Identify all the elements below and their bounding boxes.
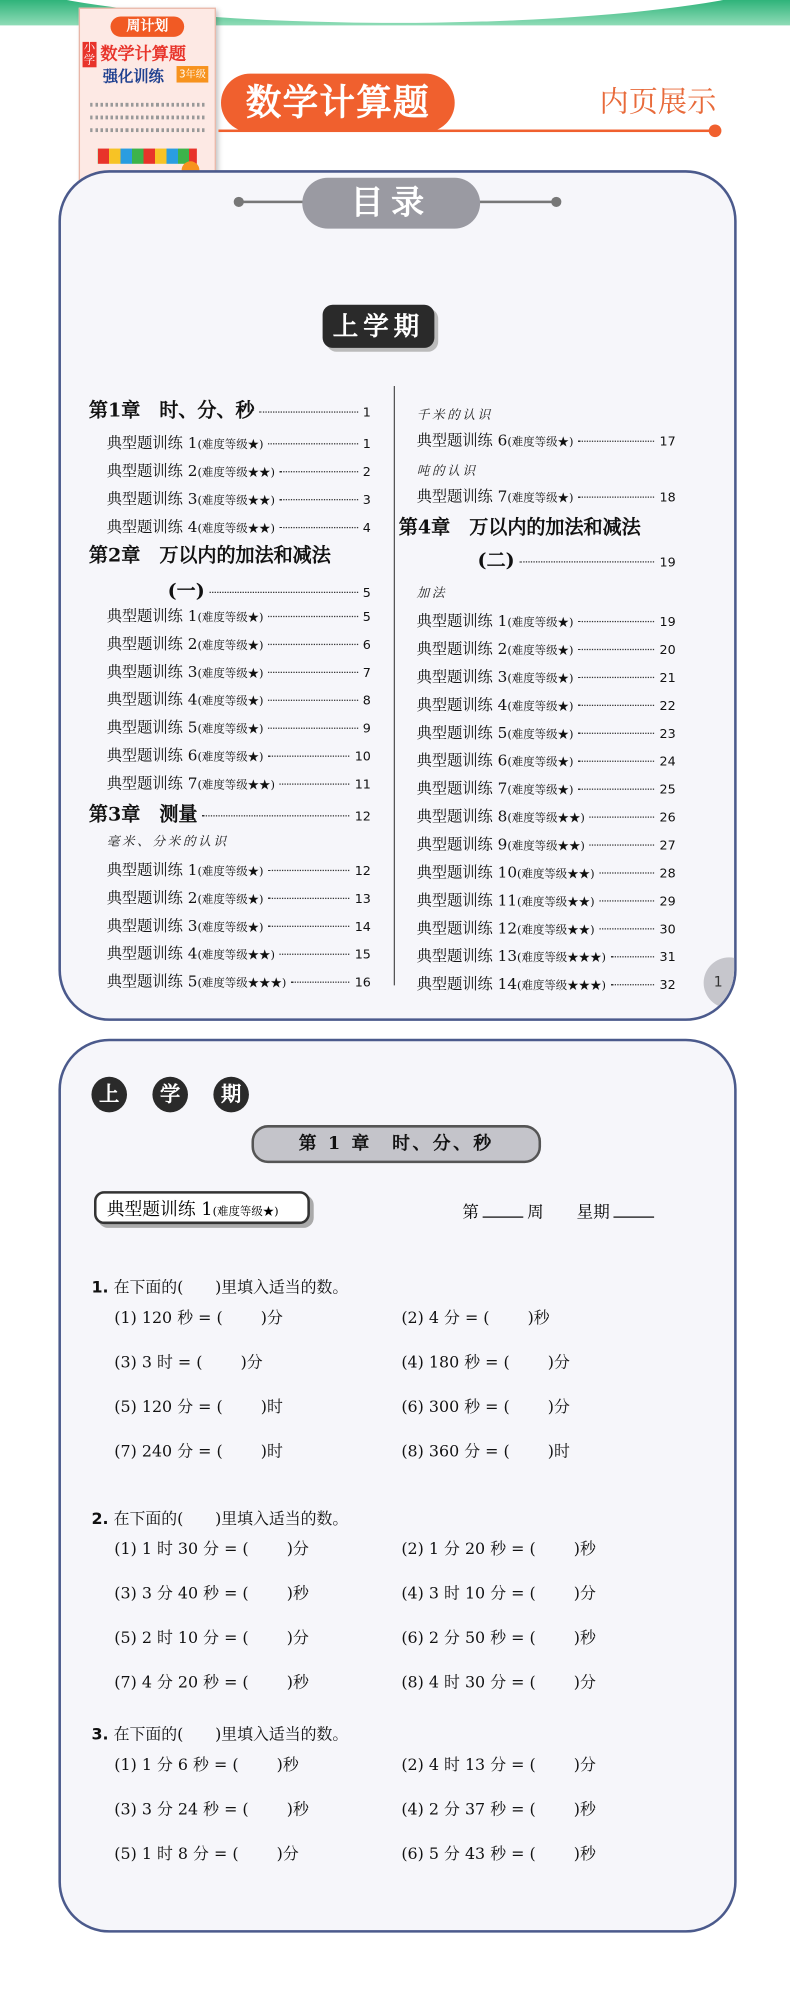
exercise-item-text: (2) 4 分 = ( (401, 1307, 490, 1327)
toc-entry-label: 典型题训练 6 (106, 746, 198, 765)
exercise-item-unit: )时 (260, 1396, 283, 1416)
toc-page-number: 21 (659, 671, 676, 686)
training-difficulty: (难度等级★) (212, 1206, 279, 1220)
toc-entry-label: 典型题训练 2 (416, 639, 508, 658)
toc-leader-dots (269, 672, 358, 673)
toc-page-number: 13 (354, 892, 371, 907)
toc-page-number: 17 (659, 435, 676, 450)
toc-entry-row[interactable] (417, 945, 676, 967)
toc-chapter-label: 第4章 万以内的加法和减法 (398, 515, 641, 539)
toc-entry-difficulty: (难度等级★) (507, 672, 574, 686)
toc-leader-dots (291, 982, 349, 983)
exercise-item-unit: )秒 (286, 1672, 309, 1692)
question-text: 在下面的( )里填入适当的数。 (113, 1277, 349, 1297)
toc-page-number: 16 (354, 976, 371, 991)
exercise-item-text: (5) 1 时 8 分 = ( (114, 1843, 239, 1863)
exercise-item-text: (2) 1 分 20 秒 = ( (401, 1538, 536, 1559)
toc-page-number: 23 (659, 727, 676, 742)
toc-entry-row[interactable] (417, 973, 676, 995)
toc-entry-label: 典型题训练 3 (106, 916, 198, 935)
exercise-item (114, 1797, 309, 1820)
week-number-blank[interactable] (483, 1216, 524, 1217)
exercise-item (401, 1305, 549, 1328)
toc-entry-row[interactable] (417, 610, 676, 632)
toc-leader-dots (611, 984, 654, 985)
toc-entry-label: 典型题训练 5 (106, 718, 198, 737)
toc-entry-row[interactable] (107, 744, 371, 766)
toc-entry-label: 典型题训练 1 (106, 606, 198, 625)
exercise-item-text: (4) 180 秒 = ( (401, 1352, 510, 1372)
toc-page-number: 31 (659, 951, 676, 966)
toc-leader-dots (269, 700, 358, 701)
toc-page-number: 12 (354, 810, 371, 825)
toc-entry-row[interactable] (417, 665, 676, 687)
exercise-item (114, 1350, 262, 1373)
toc-entry-row[interactable] (417, 637, 676, 659)
toc-entry-label: 典型题训练 3 (416, 667, 508, 686)
toc-leader-dots (579, 621, 655, 622)
exercise-item-unit: )分 (547, 1396, 570, 1416)
toc-entry-row[interactable] (417, 429, 676, 451)
cover-text-line (90, 103, 204, 107)
toc-entry-label: 典型题训练 4 (416, 695, 508, 714)
toc-entry-row[interactable] (107, 858, 371, 880)
toc-entry-row[interactable] (417, 917, 676, 939)
toc-page-number: 4 (362, 521, 371, 536)
header-underline (218, 130, 716, 133)
training-title: 典型题训练 1 (106, 1199, 213, 1221)
toc-entry-row[interactable] (107, 632, 371, 654)
toc-chapter-row[interactable] (89, 800, 371, 827)
toc-page-number: 22 (659, 699, 676, 714)
toc-leader-dots (210, 592, 358, 593)
toc-entry-difficulty: (难度等级★) (197, 921, 264, 935)
toc-entry-label: 典型题训练 7 (416, 487, 508, 506)
toc-entry-label: 典型题训练 4 (106, 518, 198, 536)
toc-entry-difficulty: (难度等级★★★) (517, 952, 606, 966)
toc-entry-row[interactable] (417, 693, 676, 715)
toc-leader-dots (600, 928, 655, 929)
toc-entry-difficulty: (难度等级★★) (517, 896, 595, 910)
toc-entry-label: 典型题训练 3 (106, 662, 198, 681)
toc-page-number: 18 (659, 491, 676, 506)
exercise-item-text: (8) 4 时 30 分 = ( (401, 1672, 536, 1692)
toc-entry-difficulty: (难度等级★★) (507, 812, 585, 826)
toc-term-label: 上学期 (323, 305, 435, 348)
toc-leader-dots (600, 872, 655, 873)
toc-entry-difficulty: (难度等级★) (197, 751, 264, 765)
toc-page-number: 19 (659, 615, 676, 630)
exercise-item-unit: )秒 (527, 1307, 550, 1327)
toc-leader-dots (203, 815, 350, 816)
toc-entry-difficulty: (难度等级★) (197, 639, 264, 653)
toc-leader-dots (269, 616, 358, 617)
toc-entry-row[interactable] (107, 432, 371, 454)
toc-entry-difficulty: (难度等级★★) (197, 467, 275, 480)
exercise-item (401, 1350, 570, 1373)
toc-page-number: 26 (659, 811, 676, 826)
toc-leader-dots (269, 898, 350, 899)
cover-title-line2: 强化训练 (102, 67, 164, 86)
exercise-item-text: (6) 5 分 43 秒 = ( (401, 1843, 536, 1863)
toc-entry-label: 典型题训练 7 (416, 779, 508, 798)
exercise-item-unit: )分 (276, 1843, 299, 1863)
toc-leader-dots (590, 816, 654, 817)
exercise-item (114, 1752, 298, 1775)
toc-entry-difficulty: (难度等级★) (507, 436, 574, 450)
cover-text-line (90, 128, 204, 132)
toc-entry-difficulty: (难度等级★) (197, 612, 264, 625)
exercise-item-unit: )秒 (573, 1799, 596, 1819)
exercise-item (401, 1841, 596, 1864)
cover-color-strip (98, 149, 197, 164)
toc-entry-difficulty: (难度等级★) (507, 617, 574, 630)
exercise-item-unit: )时 (260, 1441, 283, 1461)
toc-entry-row[interactable] (107, 772, 371, 794)
toc-page-number: 15 (354, 948, 371, 963)
exercise-item-unit: )分 (260, 1307, 283, 1327)
exercise-item-text: (6) 300 秒 = ( (401, 1396, 510, 1416)
toc-entry-difficulty: (难度等级★) (197, 439, 264, 453)
exercise-item-text: (3) 3 时 = ( (114, 1352, 203, 1372)
rule-dot-icon (234, 197, 244, 207)
toc-entry-difficulty: (难度等级★★★) (517, 980, 606, 993)
toc-entry-difficulty: (难度等级★) (507, 756, 574, 770)
exercise-item-text: (5) 120 分 = ( (114, 1396, 223, 1416)
toc-entry-label: 典型题训练 2 (106, 888, 198, 907)
toc-entry-row[interactable] (417, 777, 676, 799)
toc-page-number: 1 (362, 406, 371, 421)
toc-entry-row[interactable] (417, 749, 676, 771)
exercise-item-text: (5) 2 时 10 分 = ( (114, 1627, 249, 1647)
exercise-item-text: (2) 4 时 13 分 = ( (401, 1754, 536, 1774)
toc-entry-difficulty: (难度等级★) (507, 645, 574, 658)
toc-chapter-label: (一) (167, 579, 205, 602)
exercise-item (401, 1536, 596, 1559)
exercise-item (114, 1536, 309, 1559)
toc-page-number: 7 (362, 666, 371, 681)
toc-page-number: 6 (362, 638, 371, 653)
toc-leader-dots (269, 926, 350, 927)
week-label-suffix: 周 (527, 1203, 544, 1223)
toc-leader-dots (269, 728, 358, 729)
weekday-blank[interactable] (614, 1216, 655, 1217)
exercise-item-unit: )分 (573, 1583, 596, 1603)
exercise-item-unit: )分 (286, 1538, 309, 1559)
toc-entry-row[interactable] (107, 460, 371, 482)
toc-page-number: 14 (354, 920, 371, 935)
toc-section-label: 千米的认识 (416, 408, 493, 423)
book-cover-thumbnail (79, 8, 216, 196)
toc-entry-row[interactable] (417, 805, 676, 827)
cover-title-line1: 数学计算题 (100, 44, 187, 65)
toc-entry-row[interactable] (107, 604, 371, 626)
toc-page-number: 29 (659, 895, 676, 910)
exercise-item (401, 1752, 596, 1775)
exercise-item-text: (3) 3 分 40 秒 = ( (114, 1583, 249, 1603)
question-number: 3. (91, 1724, 109, 1744)
week-record-row (462, 1199, 658, 1223)
toc-chapter-label: 第3章 测量 (88, 802, 198, 826)
exercise-item-text: (6) 2 分 50 秒 = ( (401, 1627, 536, 1647)
question-prompt (91, 1722, 348, 1745)
header-underline-dot-icon (709, 124, 722, 137)
toc-entry-difficulty: (难度等级★) (197, 723, 264, 737)
toc-entry-difficulty: (难度等级★) (507, 700, 574, 714)
toc-entry-label: 典型题训练 13 (416, 947, 518, 966)
term-char-bubble: 上 (91, 1077, 127, 1113)
toc-section-label: 毫米、分米的认识 (106, 835, 229, 850)
toc-leader-dots (269, 870, 350, 871)
toc-entry-difficulty: (难度等级★★★) (197, 977, 287, 991)
toc-leader-dots (600, 900, 655, 901)
toc-chapter-row[interactable] (89, 541, 331, 568)
toc-entry-row[interactable] (417, 861, 676, 883)
exercise-item-unit: )秒 (573, 1627, 596, 1647)
toc-leader-dots (260, 411, 358, 412)
exercise-panel (58, 1039, 736, 1933)
toc-page-number: 5 (362, 586, 371, 601)
page-number-badge: 1 (704, 957, 737, 1008)
exercise-item-text: (4) 2 分 37 秒 = ( (401, 1799, 536, 1819)
toc-page-number: 19 (659, 556, 676, 571)
toc-leader-dots (579, 496, 655, 497)
exercise-item (114, 1625, 309, 1648)
toc-entry-label: 典型题训练 8 (416, 807, 508, 826)
toc-entry-label: 典型题训练 7 (106, 774, 198, 793)
question-number: 1. (91, 1277, 109, 1297)
toc-page-number: 11 (354, 778, 371, 793)
toc-entry-label: 典型题训练 4 (106, 690, 198, 709)
exercise-item-unit: )秒 (276, 1754, 299, 1774)
toc-leader-dots (579, 441, 655, 442)
toc-entry-difficulty: (难度等级★) (507, 492, 574, 506)
toc-page-number: 9 (362, 722, 371, 737)
exercise-item (114, 1439, 283, 1462)
toc-page-number: 25 (659, 783, 676, 798)
toc-page-number: 24 (659, 755, 676, 770)
cover-grade-tag: 3年级 (177, 66, 209, 83)
question-prompt (91, 1506, 348, 1529)
toc-entry-label: 典型题训练 9 (416, 835, 508, 854)
toc-entry-label: 典型题训练 1 (106, 860, 198, 879)
toc-entry-row[interactable] (107, 688, 371, 710)
toc-leader-dots (579, 733, 655, 734)
toc-entry-row[interactable] (417, 833, 676, 855)
toc-page-number: 30 (659, 923, 676, 938)
question-number: 2. (91, 1508, 109, 1528)
toc-entry-row[interactable] (417, 485, 676, 507)
preview-label: 内页展示 (599, 86, 717, 120)
exercise-item-text: (7) 4 分 20 秒 = ( (114, 1672, 249, 1692)
exercise-item-unit: )分 (573, 1754, 596, 1774)
toc-entry-label: 典型题训练 2 (106, 462, 198, 480)
toc-entry-difficulty: (难度等级★★) (197, 523, 275, 536)
week-label-prefix: 第 (462, 1203, 479, 1223)
toc-chapter-row[interactable] (399, 513, 641, 540)
exercise-item (401, 1670, 596, 1693)
toc-page-number: 10 (354, 750, 371, 765)
toc-entry-difficulty: (难度等级★★) (197, 949, 275, 963)
exercise-item-text: (4) 3 时 10 分 = ( (401, 1583, 536, 1603)
exercise-item (114, 1305, 283, 1328)
exercise-item-text: (1) 1 分 6 秒 = ( (114, 1754, 239, 1774)
toc-leader-dots (280, 954, 350, 955)
toc-entry-row[interactable] (107, 886, 371, 908)
rule-dot-icon (551, 197, 561, 207)
toc-leader-dots (280, 471, 358, 472)
toc-entry-row[interactable] (417, 889, 676, 911)
toc-chapter-row[interactable] (89, 396, 371, 423)
exercise-item-unit: )秒 (573, 1538, 596, 1559)
toc-entry-label: 典型题训练 4 (106, 944, 198, 963)
exercise-item-unit: )秒 (286, 1583, 309, 1603)
toc-entry-row[interactable] (107, 716, 371, 738)
toc-entry-difficulty: (难度等级★) (197, 695, 264, 709)
toc-entry-difficulty: (难度等级★) (197, 667, 264, 681)
exercise-item (401, 1394, 570, 1417)
exercise-item-unit: )秒 (573, 1843, 596, 1863)
toc-entry-label: 典型题训练 5 (106, 972, 198, 991)
toc-chapter-label: 第2章 万以内的加法和减法 (88, 543, 331, 567)
toc-entry-row[interactable] (107, 516, 371, 538)
exercise-item-text: (7) 240 分 = ( (114, 1441, 223, 1461)
toc-page-number: 3 (362, 493, 371, 508)
training-title-box (94, 1191, 310, 1224)
question-text: 在下面的( )里填入适当的数。 (113, 1508, 349, 1528)
toc-section-label: 加法 (416, 586, 448, 601)
toc-page-number: 2 (362, 466, 371, 480)
toc-page-number: 32 (659, 979, 676, 993)
cover-side-label: 小学 (83, 41, 96, 68)
chapter-title-pill: 第 1 章 时、分、秒 (251, 1125, 541, 1163)
exercise-item (401, 1439, 570, 1462)
exercise-item-unit: )分 (240, 1352, 263, 1372)
toc-page-number: 1 (362, 438, 371, 453)
weekday-label: 星期 (576, 1203, 610, 1223)
toc-leader-dots (520, 561, 655, 562)
toc-entry-label: 典型题训练 6 (416, 751, 508, 770)
exercise-item (114, 1581, 309, 1604)
toc-entry-label: 典型题训练 1 (416, 612, 508, 630)
toc-entry-label: 典型题训练 14 (416, 975, 518, 993)
toc-entry-row[interactable] (107, 660, 371, 682)
exercise-item-unit: )秒 (286, 1799, 309, 1819)
toc-leader-dots (579, 649, 655, 650)
toc-page-number: 27 (659, 839, 676, 854)
toc-entry-label: 典型题训练 12 (416, 919, 518, 938)
toc-entry-label: 典型题训练 10 (416, 863, 518, 882)
exercise-item (114, 1670, 309, 1693)
toc-leader-dots (269, 756, 350, 757)
term-char-bubble: 期 (213, 1077, 249, 1113)
exercise-item-text: (3) 3 分 24 秒 = ( (114, 1799, 249, 1819)
toc-leader-dots (579, 789, 655, 790)
exercise-item (401, 1797, 596, 1820)
toc-entry-difficulty: (难度等级★★) (517, 924, 595, 938)
exercise-item (401, 1625, 596, 1648)
toc-leader-dots (280, 527, 358, 528)
exercise-item-text: (1) 1 时 30 分 = ( (114, 1538, 249, 1559)
cover-text-line (90, 116, 204, 120)
toc-leader-dots (579, 761, 655, 762)
toc-panel (58, 170, 736, 1021)
exercise-item-unit: )分 (547, 1352, 570, 1372)
toc-leader-dots (280, 783, 350, 784)
toc-entry-label: 典型题训练 11 (416, 891, 518, 910)
exercise-item-text: (8) 360 分 = ( (401, 1441, 510, 1461)
toc-entry-row[interactable] (107, 488, 371, 510)
exercise-item (401, 1581, 596, 1604)
toc-entry-difficulty: (难度等级★) (197, 866, 264, 879)
toc-leader-dots (579, 705, 655, 706)
exercise-item (114, 1841, 298, 1864)
toc-entry-difficulty: (难度等级★) (507, 784, 574, 798)
question-prompt (91, 1275, 348, 1298)
toc-leader-dots (590, 844, 654, 845)
question-text: 在下面的( )里填入适当的数。 (113, 1724, 349, 1744)
toc-entry-row[interactable] (107, 942, 371, 964)
toc-column-divider (394, 386, 395, 985)
toc-leader-dots (269, 644, 358, 645)
toc-entry-difficulty: (难度等级★★) (507, 840, 585, 854)
toc-chapter-label: (二) (477, 548, 515, 572)
toc-chapter-row[interactable] (168, 576, 371, 603)
toc-leader-dots (280, 499, 358, 500)
term-char-bubble: 学 (152, 1077, 188, 1113)
exercise-item-text: (1) 120 秒 = ( (114, 1307, 223, 1327)
toc-entry-label: 典型题训练 6 (416, 431, 508, 450)
toc-page-number: 8 (362, 694, 371, 709)
toc-chapter-row[interactable] (478, 546, 676, 573)
exercise-item-unit: )分 (286, 1627, 309, 1647)
banner-title: 数学计算题 (221, 74, 455, 132)
toc-page-number: 5 (362, 610, 371, 625)
toc-entry-label: 典型题训练 3 (106, 490, 198, 508)
toc-page-number: 20 (659, 643, 676, 658)
exercise-item-unit: )分 (573, 1672, 596, 1692)
toc-entry-label: 典型题训练 1 (106, 434, 198, 453)
toc-entry-label: 典型题训练 5 (416, 723, 508, 742)
toc-entry-difficulty: (难度等级★) (197, 893, 264, 907)
toc-entry-difficulty: (难度等级★) (507, 728, 574, 742)
toc-leader-dots (579, 677, 655, 678)
toc-entry-row[interactable] (107, 914, 371, 936)
toc-page-number: 12 (354, 864, 371, 879)
toc-entry-difficulty: (难度等级★★) (197, 779, 275, 793)
toc-section-label: 吨的认识 (416, 464, 478, 479)
toc-entry-row[interactable] (107, 970, 371, 992)
toc-title: 目录 (302, 178, 480, 229)
toc-entry-label: 典型题训练 2 (106, 634, 198, 653)
toc-chapter-label: 第1章 时、分、秒 (88, 398, 255, 422)
exercise-item-unit: )时 (547, 1441, 570, 1461)
cover-series-badge: 周计划 (110, 17, 184, 37)
toc-entry-difficulty: (难度等级★★) (517, 868, 595, 882)
toc-leader-dots (269, 443, 358, 444)
exercise-item (114, 1394, 283, 1417)
toc-page-number: 28 (659, 867, 676, 882)
toc-entry-difficulty: (难度等级★★) (197, 495, 275, 508)
toc-entry-row[interactable] (417, 721, 676, 743)
toc-leader-dots (611, 956, 654, 957)
